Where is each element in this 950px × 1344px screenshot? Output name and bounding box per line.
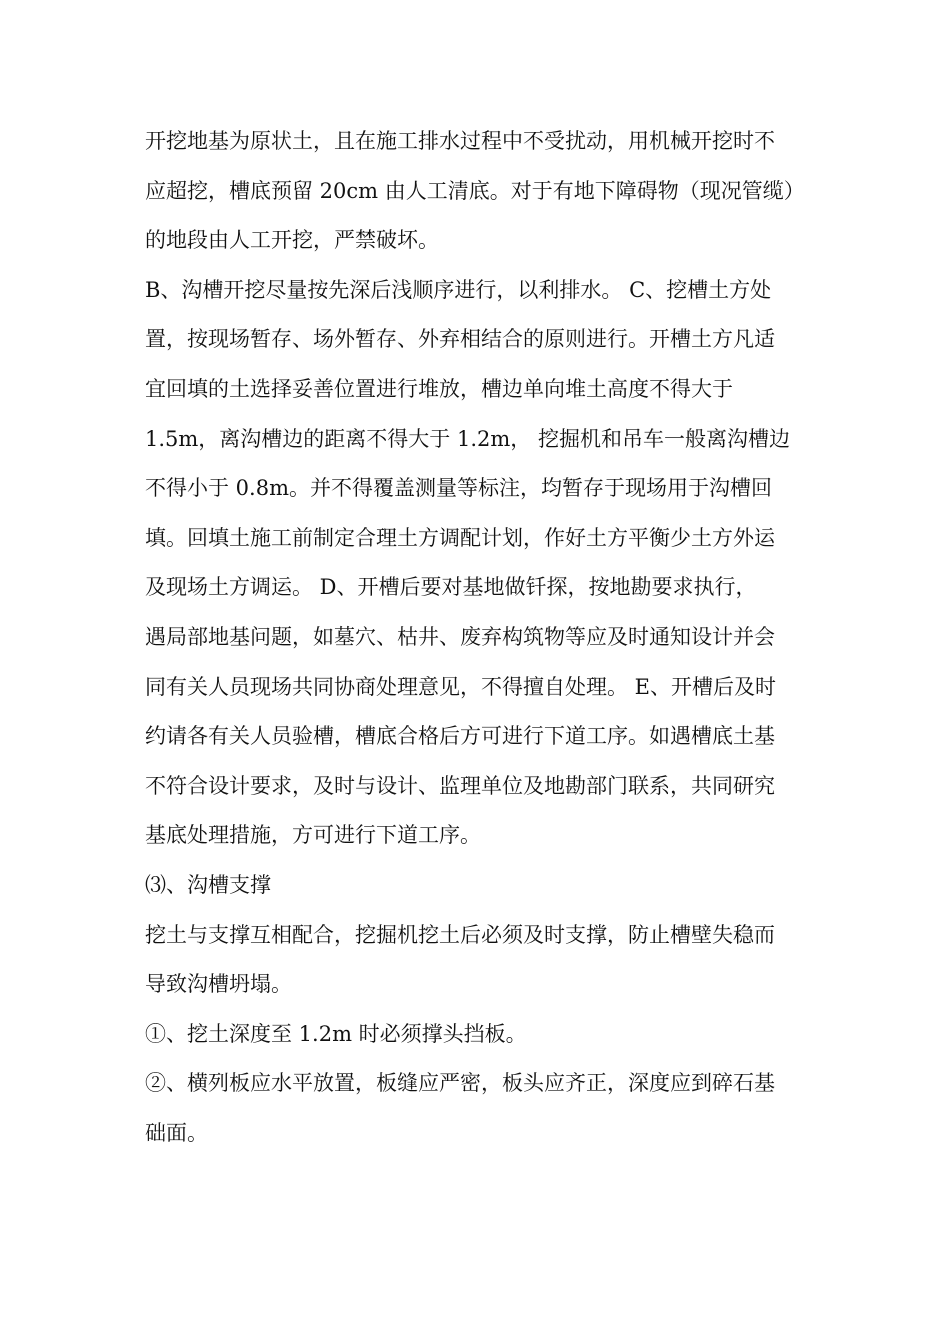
- text-line: 遇局部地基问题，如墓穴、枯井、废弃构筑物等应及时通知设计并会: [145, 624, 775, 649]
- section-heading: ⑶、沟槽支撑: [145, 872, 271, 897]
- text-line: 的地段由人工开挖，严禁破坏。: [145, 228, 439, 253]
- text-line: 约请各有关人员验槽，槽底合格后方可进行下道工序。如遇槽底土基: [145, 724, 775, 749]
- text-line: 挖土与支撑互相配合，挖掘机挖土后必须及时支撑，防止槽壁失稳而: [145, 922, 775, 947]
- text-line: 1.5m，离沟槽边的距离不得大于 1.2m， 挖掘机和吊车一般离沟槽边: [145, 426, 790, 451]
- text-line: 同有关人员现场共同协商处理意见，不得擅自处理。 E、开槽后及时: [145, 674, 777, 699]
- text-line: 填。回填土施工前制定合理土方调配计划，作好土方平衡少土方外运: [145, 525, 775, 550]
- text-line: 导致沟槽坍塌。: [145, 972, 292, 997]
- text-line: 开挖地基为原状土，且在施工排水过程中不受扰动，用机械开挖时不: [145, 129, 775, 153]
- text-line: 及现场土方调运。 D、开槽后要对基地做钎探，按地勘要求执行，: [145, 575, 757, 600]
- text-line: 不符合设计要求，及时与设计、监理单位及地勘部门联系，共同研究: [145, 773, 775, 798]
- list-item: ①、挖土深度至 1.2m 时必须撑头挡板。: [145, 1021, 527, 1046]
- list-item: ②、横列板应水平放置，板缝应严密，板头应齐正，深度应到碎石基: [145, 1071, 775, 1096]
- text-line: 基底处理措施，方可进行下道工序。: [145, 823, 481, 848]
- text-line: 础面。: [145, 1120, 208, 1145]
- text-line: B、沟槽开挖尽量按先深后浅顺序进行，以利排水。 C、挖槽土方处: [145, 277, 772, 302]
- text-line: 应超挖，槽底预留 20cm 由人工清底。对于有地下障碍物（现况管缆）: [145, 178, 805, 203]
- body-text: [145, 117, 815, 1158]
- text-line: 不得小于 0.8m。并不得覆盖测量等标注，均暂存于现场用于沟槽回: [145, 476, 772, 501]
- text-line: 宜回填的土选择妥善位置进行堆放，槽边单向堆土高度不得大于: [145, 376, 733, 401]
- text-line: 置，按现场暂存、场外暂存、外弃相结合的原则进行。开槽土方凡适: [145, 327, 775, 352]
